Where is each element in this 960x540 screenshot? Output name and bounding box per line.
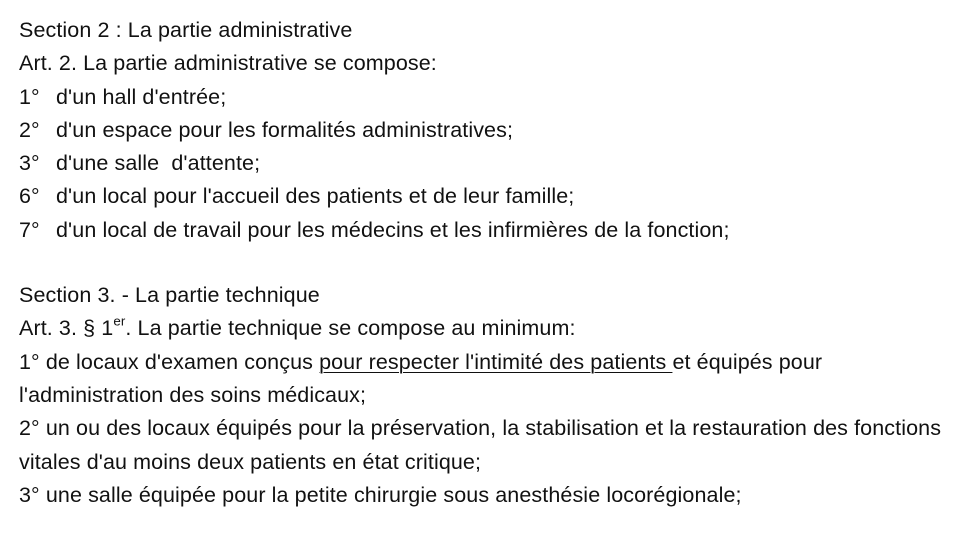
technical-item-3: 3° une salle équipée pour la petite chirurgie sous anesthésie locorégionale; [19,482,742,507]
item-text: d'un local pour l'accueil des patients et de leur famille; [56,184,575,209]
technical-item-2: 2° un ou des locaux équipés pour la préservation, la stabilisation et la restauration des fonctions vitales d'au moins deux patients en état critique; [19,416,942,474]
section-2-title: Section 2 : La partie administrative [19,18,353,42]
item-number: 7° [19,217,40,242]
underlined-phrase: pour respecter l'intimité des patients [319,349,673,374]
article-3-suffix: . La partie technique se compose au minimum: [125,316,576,341]
item-text: d'une salle d'attente; [56,151,261,176]
technical-item-1 [19,346,944,413]
list-item [19,180,944,213]
section-3-title: Section 3. - La partie technique [19,283,320,308]
item-number: 1° [19,84,40,109]
list-item [19,147,944,180]
article-2-heading: Art. 2. La partie administrative se compose: [19,51,437,76]
item-number: 2° [19,117,40,142]
article-3-superscript: er [113,313,126,329]
technical-item-1-start: 1° de locaux d'examen conçus [19,349,320,374]
technical-item-1-end: et équipés pour l'administration des soins médicaux; [19,349,823,407]
item-number: 6° [19,184,40,209]
item-number: 3° [19,151,40,176]
document-body [19,14,944,512]
section-spacer [19,247,944,279]
list-item [19,114,944,147]
list-item [19,214,944,247]
item-text: d'un hall d'entrée; [56,84,227,109]
article-3-prefix: Art. 3. § 1 [19,316,114,341]
list-item [19,81,944,114]
item-text: d'un espace pour les formalités administratives; [56,117,514,142]
item-text: d'un local de travail pour les médecins et les infirmières de la fonction; [56,217,730,242]
article-3-heading [19,312,944,345]
